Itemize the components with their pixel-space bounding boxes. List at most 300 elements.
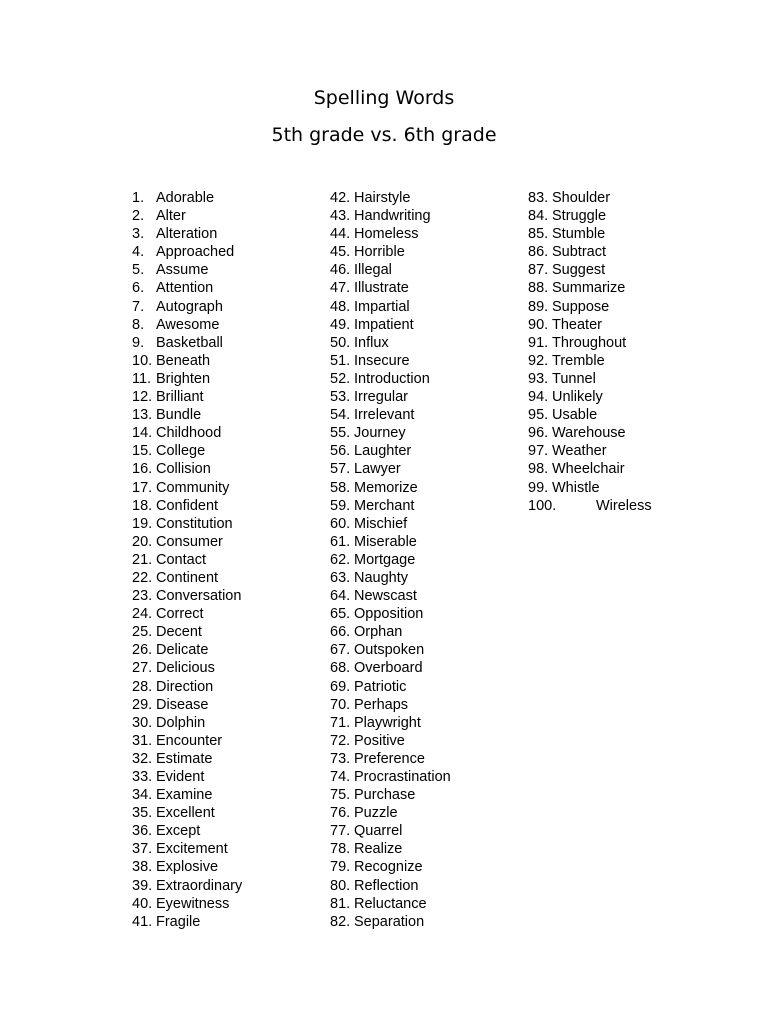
- word-text: Warehouse: [552, 425, 626, 442]
- word-number: 91.: [528, 334, 549, 351]
- word-text: Community: [156, 479, 230, 496]
- word-item: [132, 696, 242, 714]
- word-item: [330, 388, 451, 406]
- word-item: [132, 406, 242, 424]
- word-text: Positive: [354, 732, 405, 749]
- word-number: 12.: [132, 389, 153, 406]
- word-number: 92.: [528, 352, 549, 369]
- word-text: Delicate: [156, 642, 209, 659]
- word-item: [132, 460, 242, 478]
- word-item: [528, 497, 652, 515]
- word-number: 56.: [330, 443, 351, 460]
- word-number: 26.: [132, 642, 153, 659]
- word-text: Correct: [156, 606, 204, 623]
- word-item: [132, 370, 242, 388]
- word-number: 71.: [330, 714, 351, 731]
- word-text: Brilliant: [156, 389, 204, 406]
- word-number: 69.: [330, 678, 351, 695]
- word-text: Laughter: [354, 443, 412, 460]
- word-item: [330, 479, 451, 497]
- word-item: [132, 298, 242, 316]
- word-number: 6.: [132, 280, 145, 297]
- word-number: 76.: [330, 805, 351, 822]
- word-item: [132, 714, 242, 732]
- word-number: 19.: [132, 515, 153, 532]
- word-item: [132, 569, 242, 587]
- word-number: 30.: [132, 714, 153, 731]
- word-text: Estimate: [156, 750, 213, 767]
- word-number: 87.: [528, 262, 549, 279]
- word-item: [132, 334, 242, 352]
- word-text: Subtract: [552, 244, 606, 261]
- word-text: Examine: [156, 787, 213, 804]
- word-number: 41.: [132, 913, 153, 930]
- word-item: [330, 822, 451, 840]
- word-text: Disease: [156, 696, 209, 713]
- word-item: [330, 334, 451, 352]
- word-number: 29.: [132, 696, 153, 713]
- word-item: [330, 678, 451, 696]
- word-number: 82.: [330, 913, 351, 930]
- word-text: Opposition: [354, 606, 424, 623]
- word-number: 55.: [330, 425, 351, 442]
- word-text: Awesome: [156, 316, 220, 333]
- word-number: 49.: [330, 316, 351, 333]
- word-number: 15.: [132, 443, 153, 460]
- word-number: 23.: [132, 588, 153, 605]
- word-text: Realize: [354, 841, 403, 858]
- word-number: 47.: [330, 280, 351, 297]
- word-number: 88.: [528, 280, 549, 297]
- word-number: 100.: [528, 497, 557, 514]
- word-text: Basketball: [156, 334, 223, 351]
- word-number: 5.: [132, 262, 145, 279]
- word-item: [330, 533, 451, 551]
- word-list-column-1: [132, 189, 242, 931]
- word-text: Recognize: [354, 859, 423, 876]
- word-text: Fragile: [156, 913, 201, 930]
- word-number: 99.: [528, 479, 549, 496]
- word-text: Tremble: [552, 352, 605, 369]
- word-item: [132, 479, 242, 497]
- word-text: Encounter: [156, 732, 223, 749]
- word-item: [132, 261, 242, 279]
- word-item: [132, 641, 242, 659]
- word-text: Horrible: [354, 244, 405, 261]
- word-number: 85.: [528, 226, 549, 243]
- word-number: 84.: [528, 208, 549, 225]
- word-number: 70.: [330, 696, 351, 713]
- word-number: 7.: [132, 298, 145, 315]
- word-item: [132, 587, 242, 605]
- word-text: Except: [156, 823, 201, 840]
- word-number: 22.: [132, 569, 153, 586]
- word-text: Shoulder: [552, 190, 611, 206]
- word-item: [330, 587, 451, 605]
- word-text: Wireless: [596, 497, 652, 514]
- word-number: 18.: [132, 497, 153, 514]
- word-number: 10.: [132, 352, 153, 369]
- word-text: Introduction: [354, 370, 430, 387]
- word-text: Impartial: [354, 298, 410, 315]
- word-number: 2.: [132, 208, 145, 225]
- word-item: [330, 551, 451, 569]
- word-item: [330, 659, 451, 677]
- word-item: [330, 641, 451, 659]
- word-text: Mischief: [354, 515, 408, 532]
- word-text: Preference: [354, 750, 425, 767]
- word-number: 46.: [330, 262, 351, 279]
- word-number: 21.: [132, 551, 153, 568]
- word-item: [132, 678, 242, 696]
- word-number: 4.: [132, 244, 145, 261]
- word-number: 66.: [330, 624, 351, 641]
- word-number: 13.: [132, 407, 153, 424]
- word-text: Extraordinary: [156, 877, 243, 894]
- word-item: [132, 913, 242, 931]
- word-text: Wheelchair: [552, 461, 625, 478]
- word-item: [330, 714, 451, 732]
- word-text: Approached: [156, 244, 235, 261]
- word-item: [330, 750, 451, 768]
- word-text: Summarize: [552, 280, 626, 297]
- word-text: Patriotic: [354, 678, 407, 695]
- word-number: 93.: [528, 370, 549, 387]
- word-item: [132, 316, 242, 334]
- word-text: Attention: [156, 280, 214, 297]
- word-text: Suppose: [552, 298, 610, 315]
- word-number: 62.: [330, 551, 351, 568]
- word-text: Adorable: [156, 190, 215, 206]
- word-item: [132, 840, 242, 858]
- word-text: Naughty: [354, 569, 409, 586]
- word-text: Contact: [156, 551, 206, 568]
- word-text: Collision: [156, 461, 211, 478]
- word-text: Journey: [354, 425, 406, 442]
- word-text: Continent: [156, 569, 219, 586]
- word-text: Beneath: [156, 352, 211, 369]
- word-number: 58.: [330, 479, 351, 496]
- word-item: [132, 497, 242, 515]
- word-item: [528, 243, 652, 261]
- word-text: Childhood: [156, 425, 222, 442]
- word-number: 43.: [330, 208, 351, 225]
- word-item: [132, 822, 242, 840]
- word-item: [132, 207, 242, 225]
- word-item: [330, 497, 451, 515]
- word-number: 33.: [132, 769, 153, 785]
- word-number: 38.: [132, 859, 153, 876]
- word-item: [132, 605, 242, 623]
- word-number: 36.: [132, 823, 153, 840]
- word-text: Excellent: [156, 805, 215, 822]
- word-item: [132, 623, 242, 641]
- word-text: Irrelevant: [354, 407, 415, 424]
- word-text: Merchant: [354, 497, 415, 514]
- word-number: 16.: [132, 461, 153, 478]
- word-text: Hairstyle: [354, 190, 411, 206]
- word-text: Orphan: [354, 624, 403, 641]
- word-number: 73.: [330, 750, 351, 767]
- word-item: [330, 352, 451, 370]
- word-number: 78.: [330, 841, 351, 858]
- word-number: 81.: [330, 895, 351, 912]
- word-item: [528, 189, 652, 207]
- word-item: [528, 406, 652, 424]
- word-item: [330, 316, 451, 334]
- word-number: 20.: [132, 533, 153, 550]
- word-number: 45.: [330, 244, 351, 261]
- page-subtitle: 5th grade vs. 6th grade: [271, 124, 497, 146]
- word-text: Playwright: [354, 714, 421, 731]
- word-item: [132, 804, 242, 822]
- word-item: [132, 424, 242, 442]
- word-text: Excitement: [156, 841, 228, 858]
- word-text: Assume: [156, 262, 209, 279]
- word-text: Eyewitness: [156, 895, 230, 912]
- word-number: 25.: [132, 624, 153, 641]
- word-text: Insecure: [354, 352, 410, 369]
- word-text: Bundle: [156, 407, 202, 424]
- word-text: College: [156, 443, 206, 460]
- word-text: Direction: [156, 678, 214, 695]
- word-text: Procrastination: [354, 769, 451, 785]
- word-text: Unlikely: [552, 389, 603, 406]
- word-number: 60.: [330, 515, 351, 532]
- word-text: Puzzle: [354, 805, 398, 822]
- word-text: Theater: [552, 316, 602, 333]
- word-text: Explosive: [156, 859, 219, 876]
- word-text: Brighten: [156, 370, 211, 387]
- word-text: Outspoken: [354, 642, 425, 659]
- word-item: [132, 225, 242, 243]
- word-number: 77.: [330, 823, 351, 840]
- word-item: [330, 370, 451, 388]
- word-text: Overboard: [354, 660, 423, 677]
- word-item: [330, 243, 451, 261]
- word-number: 44.: [330, 226, 351, 243]
- word-number: 64.: [330, 588, 351, 605]
- word-text: Quarrel: [354, 823, 403, 840]
- word-item: [330, 623, 451, 641]
- word-item: [330, 225, 451, 243]
- word-item: [528, 424, 652, 442]
- word-item: [528, 388, 652, 406]
- word-number: 53.: [330, 389, 351, 406]
- word-number: 95.: [528, 407, 549, 424]
- word-number: 11.: [132, 370, 152, 387]
- word-number: 42.: [330, 190, 351, 206]
- word-number: 96.: [528, 425, 549, 442]
- word-text: Weather: [552, 443, 607, 460]
- word-number: 48.: [330, 298, 351, 315]
- word-number: 67.: [330, 642, 351, 659]
- word-number: 63.: [330, 569, 351, 586]
- word-item: [132, 732, 242, 750]
- word-number: 83.: [528, 190, 549, 206]
- word-text: Mortgage: [354, 551, 416, 568]
- word-number: 57.: [330, 461, 351, 478]
- word-item: [528, 207, 652, 225]
- word-number: 34.: [132, 787, 153, 804]
- word-number: 59.: [330, 497, 351, 514]
- word-text: Influx: [354, 334, 389, 351]
- word-item: [132, 895, 242, 913]
- word-text: Homeless: [354, 226, 419, 243]
- word-number: 37.: [132, 841, 153, 858]
- word-text: Perhaps: [354, 696, 409, 713]
- word-text: Decent: [156, 624, 202, 641]
- word-text: Alter: [156, 208, 186, 225]
- word-text: Throughout: [552, 334, 627, 351]
- word-item: [330, 442, 451, 460]
- word-number: 1.: [132, 190, 145, 206]
- word-number: 89.: [528, 298, 549, 315]
- word-text: Illustrate: [354, 280, 409, 297]
- word-text: Handwriting: [354, 208, 431, 225]
- word-list-column-3: [528, 189, 652, 515]
- word-text: Whistle: [552, 479, 600, 496]
- word-number: 51.: [330, 352, 351, 369]
- word-number: 8.: [132, 316, 145, 333]
- word-text: Lawyer: [354, 461, 401, 478]
- word-item: [132, 279, 242, 297]
- word-item: [528, 479, 652, 497]
- word-text: Memorize: [354, 479, 418, 496]
- word-text: Illegal: [354, 262, 392, 279]
- word-text: Consumer: [156, 533, 223, 550]
- word-number: 40.: [132, 895, 153, 912]
- word-item: [132, 442, 242, 460]
- word-item: [330, 406, 451, 424]
- word-text: Irregular: [354, 389, 408, 406]
- word-item: [330, 786, 451, 804]
- page-title: Spelling Words: [313, 87, 455, 109]
- word-item: [132, 786, 242, 804]
- word-text: Reflection: [354, 877, 419, 894]
- word-text: Struggle: [552, 208, 607, 225]
- word-number: 35.: [132, 805, 153, 822]
- word-number: 17.: [132, 479, 153, 496]
- word-number: 61.: [330, 533, 351, 550]
- word-item: [132, 858, 242, 876]
- word-text: Constitution: [156, 515, 233, 532]
- word-number: 31.: [132, 732, 153, 749]
- word-number: 72.: [330, 732, 351, 749]
- word-number: 24.: [132, 606, 153, 623]
- word-number: 39.: [132, 877, 153, 894]
- word-text: Impatient: [354, 316, 414, 333]
- word-text: Evident: [156, 769, 205, 785]
- word-number: 86.: [528, 244, 549, 261]
- word-item: [132, 551, 242, 569]
- word-number: 52.: [330, 370, 351, 387]
- word-item: [330, 605, 451, 623]
- word-text: Confident: [156, 497, 219, 514]
- word-text: Separation: [354, 913, 425, 930]
- word-item: [330, 804, 451, 822]
- word-item: [132, 515, 242, 533]
- word-item: [132, 533, 242, 551]
- word-list-column-2: [330, 189, 451, 931]
- word-text: Newscast: [354, 588, 417, 605]
- word-item: [132, 768, 242, 786]
- word-item: [330, 189, 451, 207]
- word-item: [330, 569, 451, 587]
- word-item: [132, 352, 242, 370]
- word-item: [330, 768, 451, 786]
- word-text: Purchase: [354, 787, 416, 804]
- word-number: 97.: [528, 443, 549, 460]
- word-item: [528, 460, 652, 478]
- word-item: [528, 442, 652, 460]
- word-item: [330, 895, 451, 913]
- word-item: [132, 388, 242, 406]
- word-text: Stumble: [552, 226, 606, 243]
- word-item: [528, 298, 652, 316]
- word-text: Conversation: [156, 588, 242, 605]
- word-item: [330, 696, 451, 714]
- word-item: [528, 370, 652, 388]
- word-number: 68.: [330, 660, 351, 677]
- word-number: 79.: [330, 859, 351, 876]
- word-item: [330, 858, 451, 876]
- word-item: [132, 659, 242, 677]
- word-text: Alteration: [156, 226, 218, 243]
- word-item: [132, 877, 242, 895]
- word-number: 50.: [330, 334, 351, 351]
- word-item: [132, 750, 242, 768]
- word-text: Dolphin: [156, 714, 206, 731]
- word-number: 14.: [132, 425, 153, 442]
- word-number: 3.: [132, 226, 145, 243]
- word-text: Autograph: [156, 298, 223, 315]
- word-number: 75.: [330, 787, 351, 804]
- word-item: [132, 243, 242, 261]
- word-text: Delicious: [156, 660, 215, 677]
- word-item: [528, 316, 652, 334]
- word-item: [330, 877, 451, 895]
- word-item: [330, 424, 451, 442]
- word-text: Reluctance: [354, 895, 427, 912]
- word-item: [330, 460, 451, 478]
- word-number: 80.: [330, 877, 351, 894]
- word-item: [528, 334, 652, 352]
- word-item: [330, 298, 451, 316]
- word-number: 98.: [528, 461, 549, 478]
- word-number: 94.: [528, 389, 549, 406]
- word-item: [330, 913, 451, 931]
- word-item: [330, 732, 451, 750]
- word-number: 27.: [132, 660, 153, 677]
- word-number: 90.: [528, 316, 549, 333]
- word-text: Usable: [552, 407, 598, 424]
- word-item: [330, 261, 451, 279]
- word-item: [330, 515, 451, 533]
- word-text: Tunnel: [552, 370, 596, 387]
- word-number: 54.: [330, 407, 351, 424]
- word-item: [528, 225, 652, 243]
- word-number: 32.: [132, 750, 153, 767]
- word-item: [330, 840, 451, 858]
- word-item: [330, 207, 451, 225]
- word-item: [528, 352, 652, 370]
- word-item: [528, 279, 652, 297]
- word-text: Miserable: [354, 533, 417, 550]
- word-number: 9.: [132, 334, 145, 351]
- word-item: [330, 279, 451, 297]
- word-number: 28.: [132, 678, 153, 695]
